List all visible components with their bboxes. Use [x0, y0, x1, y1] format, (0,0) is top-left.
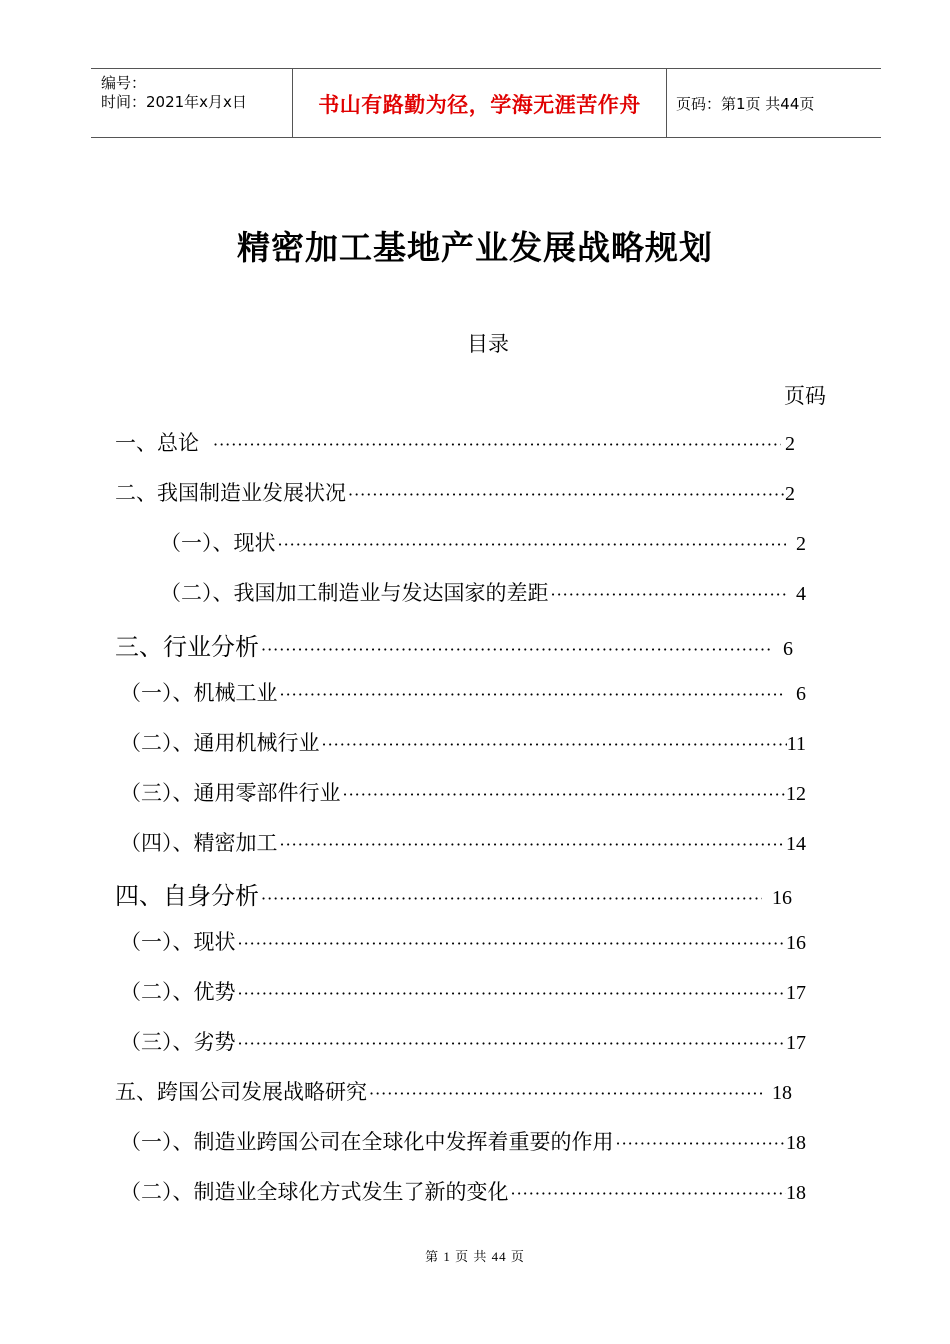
page-column-label: 页码: [784, 384, 826, 408]
leader-dots: [236, 1034, 787, 1053]
toc-entry[interactable]: [120, 827, 806, 857]
leader-dots: [509, 1184, 787, 1203]
toc-entry[interactable]: [120, 677, 806, 707]
leader-dots: [236, 934, 787, 953]
toc-entry-label: 二、我国制造业发展状况: [115, 481, 346, 505]
leader-dots: [278, 685, 787, 704]
page-info: 页码：第1页 共44页: [676, 95, 815, 113]
toc-entry-label: 五、跨国公司发展战略研究: [115, 1080, 367, 1104]
toc-entry[interactable]: [120, 1126, 806, 1156]
leader-dots: [549, 585, 787, 604]
toc-entry-label: （三）、劣势: [120, 1030, 236, 1054]
toc-entry[interactable]: [120, 727, 806, 757]
time-label: 时间：2021年x月x日: [101, 93, 247, 111]
toc-entry-page: 18: [786, 1132, 806, 1154]
leader-dots: [259, 640, 773, 659]
toc-entry-label: （二）、通用机械行业: [120, 731, 320, 755]
toc-entry-page: 16: [772, 887, 792, 909]
document-header: [91, 68, 881, 138]
toc-entry[interactable]: [115, 1076, 792, 1106]
leader-dots: [278, 835, 787, 854]
toc-entry-page: 6: [796, 683, 806, 705]
toc-entry-label: 三、行业分析: [115, 633, 259, 661]
toc-entry[interactable]: [115, 477, 795, 507]
page-title: 精密加工基地产业发展战略规划: [237, 228, 713, 267]
motto-text: 书山有路勤为径，学海无涯苦作舟: [318, 93, 641, 117]
toc-entry-page: 2: [796, 533, 806, 555]
toc-entry-page: 11: [786, 733, 806, 755]
header-info-cell: [91, 69, 292, 137]
toc-entry[interactable]: [115, 427, 795, 457]
page-footer: 第 1 页 共 44 页: [425, 1249, 525, 1264]
toc-entry-page: 16: [786, 932, 806, 954]
leader-dots: [199, 435, 781, 454]
leader-dots: [276, 535, 787, 554]
leader-dots: [367, 1084, 762, 1103]
toc-entry[interactable]: [115, 876, 792, 910]
toc-entry[interactable]: [120, 976, 806, 1006]
toc-entry-label: （四）、精密加工: [120, 831, 278, 855]
toc-entry-page: 4: [796, 583, 806, 605]
toc-entry-label: （二）、优势: [120, 980, 236, 1004]
toc-entry[interactable]: [120, 777, 806, 807]
toc-entry-label: （一）、现状: [120, 930, 236, 954]
toc-entry-label: （二）、我国加工制造业与发达国家的差距: [160, 581, 549, 605]
toc-entry-label: （一）、制造业跨国公司在全球化中发挥着重要的作用: [120, 1130, 614, 1154]
toc-entry-page: 12: [786, 783, 806, 805]
header-motto-cell: [292, 69, 667, 137]
toc-entry-page: 2: [785, 433, 795, 455]
toc-entry-page: 6: [783, 638, 793, 660]
toc-entry-page: 17: [786, 982, 806, 1004]
toc-entry-page: 18: [786, 1182, 806, 1204]
leader-dots: [236, 984, 787, 1003]
toc-entry[interactable]: [120, 1176, 806, 1206]
toc-entry[interactable]: [160, 577, 806, 607]
leader-dots: [341, 785, 787, 804]
toc-entry-label: 一、总论: [115, 431, 199, 455]
toc-entry-label: 四、自身分析: [115, 882, 259, 910]
leader-dots: [346, 485, 785, 504]
toc-entry[interactable]: [160, 527, 806, 557]
leader-dots: [259, 889, 762, 908]
toc-entry-page: 17: [786, 1032, 806, 1054]
toc-heading: 目录: [467, 332, 509, 356]
leader-dots: [614, 1134, 787, 1153]
toc-entry-page: 2: [785, 483, 795, 505]
leader-dots: [320, 735, 787, 754]
toc-entry[interactable]: [120, 1026, 806, 1056]
toc-entry-label: （二）、制造业全球化方式发生了新的变化: [120, 1180, 509, 1204]
toc-entry[interactable]: [115, 627, 793, 661]
toc-entry[interactable]: [120, 926, 806, 956]
toc-entry-label: （一）、现状: [160, 531, 276, 555]
toc-entry-page: 14: [786, 833, 806, 855]
toc-entry-page: 18: [772, 1082, 792, 1104]
toc-entry-label: （三）、通用零部件行业: [120, 781, 341, 805]
number-label: 编号：: [101, 74, 147, 92]
header-page-cell: [666, 69, 881, 137]
toc-entry-label: （一）、机械工业: [120, 681, 278, 705]
